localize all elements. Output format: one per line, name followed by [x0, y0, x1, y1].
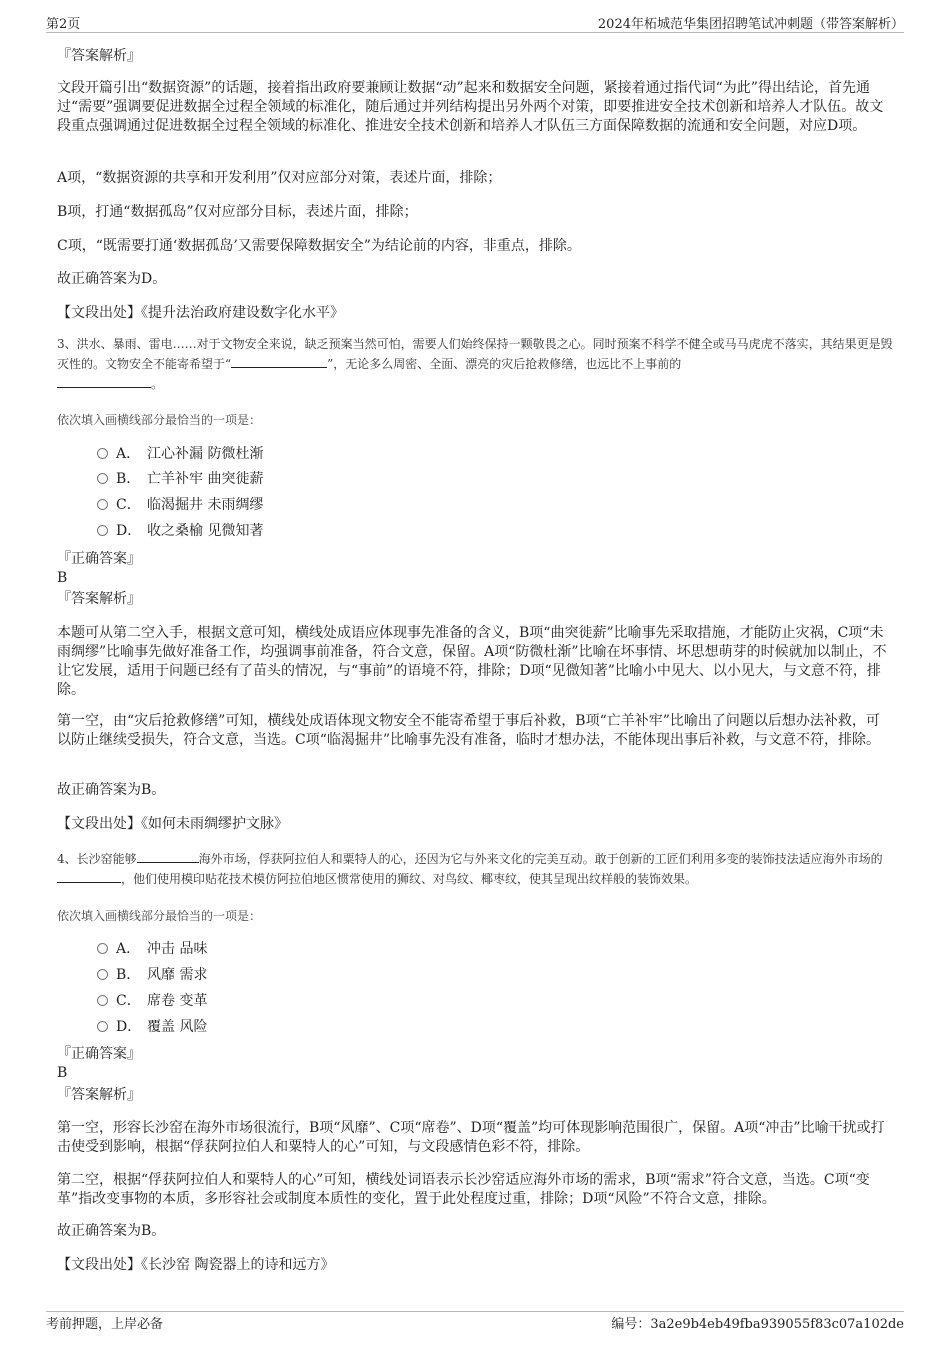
radio-icon[interactable]: [97, 1021, 108, 1032]
q2-option-b-analysis: B项，打通“数据孤岛”仅对应部分目标，表述片面，排除；: [57, 204, 418, 220]
q2-analysis-label: 『答案解析』: [57, 48, 141, 64]
radio-icon[interactable]: [97, 499, 108, 510]
q4-source: 【文段出处】《长沙窑 陶瓷器上的诗和远方》: [57, 1257, 335, 1273]
radio-icon[interactable]: [97, 943, 108, 954]
q3-option-d[interactable]: D． 收之桑榆 见微知著: [97, 521, 263, 541]
blank-line: [137, 850, 199, 863]
q4-option-c[interactable]: C． 席卷 变革: [97, 991, 207, 1011]
header-divider: [46, 32, 904, 33]
radio-icon[interactable]: [97, 473, 108, 484]
q4-analysis-label: 『答案解析』: [57, 1087, 141, 1103]
q3-correct-label: 『正确答案』: [57, 551, 141, 567]
q3-analysis-para2: 第一空，由“灾后抢救修缮”可知，横线处成语体现文物安全不能寄希望于事后补救，B项“亡羊补牢”比喻出了问题以后想办法补救，可以防止继续受损失，符合文意，当选。C项“临渴掘井”比喻事先没有准备，临时才想办法，不能体现出事后补救，与文意不符，排除。: [57, 713, 881, 748]
q3-analysis-para1: 本题可从第二空入手，根据文意可知，横线处成语应体现事先准备的含义，B项“曲突徙薪”比喻事先采取措施，才能防止灾祸，C项“未雨绸缪”比喻事先做好准备工作，均强调事前准备，符合文意，保留。A项“防微杜渐”比喻在坏事情、坏思想萌芽的时候就加以制止，不让它发展，适用于问题已经有了苗头的情况，与“事前”的语境不符，排除；D项“见微知著”比喻小中见大、以小见大，与文意不符，排除。: [57, 625, 887, 698]
q4-answer: B: [57, 1065, 68, 1081]
q3-option-a[interactable]: A． 江心补漏 防微杜渐: [97, 444, 263, 464]
q3-conclusion: 故正确答案为B。: [57, 782, 166, 798]
radio-icon[interactable]: [97, 448, 108, 459]
q4-analysis-para2: 第二空，根据“俘获阿拉伯人和粟特人的心”可知，横线处词语表示长沙窑适应海外市场的需求，B项“需求”符合文意，当选。C项“变革”指改变事物的本质，多形容社会或制度本质性的变化，置于此处程度过重，排除；D项“风险”不符合文意，排除。: [57, 1172, 870, 1207]
q3-instruction: 依次填入画横线部分最恰当的一项是：: [57, 413, 262, 427]
q3-stem: 3、洪水、暴雨、雷电……对于文物安全来说，缺乏预案当然可怕，需要人们始终保持一颗敬畏之心。同时预案不科学不健全或马马虎虎不落实，其结果更是毁灭性的。文物安全不能寄希望于“ ”，无论多么周密、全面、漂亮的灾后抢救修缮，也远比不上事前的 。: [57, 337, 893, 391]
q2-conclusion: 故正确答案为D。: [57, 271, 167, 287]
footer-divider: [46, 1311, 904, 1312]
document-title: 2024年柘城范华集团招聘笔试冲刺题（带答案解析）: [597, 17, 904, 32]
footer-slogan: 考前押题，上岸必备: [46, 1317, 164, 1332]
radio-icon[interactable]: [97, 525, 108, 536]
blank-line: [57, 870, 121, 883]
q4-option-a[interactable]: A． 冲击 品味: [97, 939, 207, 959]
q2-analysis-para: 文段开篇引出“数据资源”的话题，接着指出政府要兼顾让数据“动”起来和数据安全问题，紧接着通过指代词“为此”得出结论，首先通过“需要”强调要促进数据全过程全领域的标准化，随后通过并列结构提出另外两个对策，即要推进安全技术创新和培养人才队伍。故文段重点强调通过促进数据全过程全领域的标准化、推进安全技术创新和培养人才队伍三方面保障数据的流通和安全问题，对应D项。: [57, 80, 884, 134]
q3-source: 【文段出处】《如何未雨绸缪护文脉》: [57, 816, 288, 832]
q4-conclusion: 故正确答案为B。: [57, 1223, 166, 1239]
q4-analysis-para1: 第一空，形容长沙窑在海外市场很流行，B项“风靡”、C项“席卷”、D项“覆盖”均可体现影响范围很广，保留。A项“冲击”比喻干扰或打击使受到影响，根据“俘获阿拉伯人和粟特人的心”可知，与文段感情色彩不符，排除。: [57, 1120, 885, 1155]
q3-analysis-label: 『答案解析』: [57, 591, 141, 607]
blank-line: [57, 375, 151, 388]
radio-icon[interactable]: [97, 995, 108, 1006]
q2-option-a-analysis: A项，“数据资源的共享和开发利用”仅对应部分对策，表述片面，排除；: [57, 170, 502, 186]
radio-icon[interactable]: [97, 969, 108, 980]
q2-option-c-analysis: C项，“既需要打通‘数据孤岛’又需要保障数据安全”为结论前的内容，非重点，排除。: [57, 238, 581, 254]
document-code: 编号：3a2e9b4eb49fba939055f83c07a102de: [611, 1317, 904, 1332]
q4-correct-label: 『正确答案』: [57, 1046, 141, 1062]
q4-option-b[interactable]: B． 风靡 需求: [97, 965, 207, 985]
page-number: 第2页: [46, 17, 81, 32]
q4-instruction: 依次填入画横线部分最恰当的一项是：: [57, 909, 262, 923]
q2-source: 【文段出处】《提升法治政府建设数字化水平》: [57, 305, 344, 321]
q3-answer: B: [57, 570, 68, 586]
q3-option-c[interactable]: C． 临渴掘井 未雨绸缪: [97, 495, 263, 515]
blank-line: [231, 355, 327, 368]
q4-stem: 4、长沙窑能够 海外市场，俘获阿拉伯人和粟特人的心，还因为它与外来文化的完美互动。敢于创新的工匠们利用多变的装饰技法适应海外市场的，他们使用模印贴花技术模仿阿拉伯地区惯常使用的狮纹、对鸟纹、椰枣纹，使其呈现出纹样般的装饰效果。: [57, 852, 883, 886]
q4-option-d[interactable]: D． 覆盖 风险: [97, 1017, 207, 1037]
q3-option-b[interactable]: B． 亡羊补牢 曲突徙薪: [97, 469, 263, 489]
